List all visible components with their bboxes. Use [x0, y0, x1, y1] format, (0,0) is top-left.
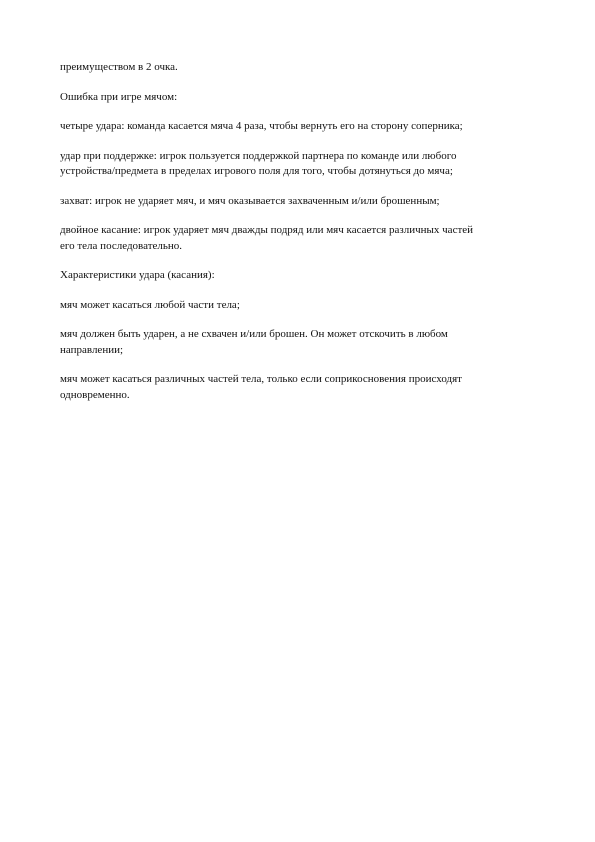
text-line: двойное касание: игрок ударяет мяч дважды подряд или мяч касается различных частей — [60, 224, 474, 236]
text-line: направлении; — [60, 343, 124, 356]
paragraph-advantage — [60, 60, 540, 76]
text-line: мяч может касаться различных частей тела, только если соприкосновения происходят — [60, 373, 462, 385]
text-line: мяч может касаться любой части тела; — [60, 298, 240, 311]
text-line: мяч должен быть ударен, а не схвачен и/или брошен. Он может отскочить в любом — [60, 328, 448, 340]
text-line: четыре удара: команда касается мяча 4 раза, чтобы вернуть его на сторону соперника; — [60, 120, 463, 132]
text-line: его тела последовательно. — [60, 239, 183, 252]
paragraph-assisted-hit — [60, 149, 540, 180]
heading-hit-characteristics — [60, 268, 540, 284]
text-line: Характеристики удара (касания): — [60, 269, 215, 281]
heading-ball-errors — [60, 90, 540, 106]
paragraph-catch — [60, 194, 540, 210]
text-line: одновременно. — [60, 388, 130, 401]
document-body — [60, 60, 540, 417]
paragraph-four-hits — [60, 119, 540, 135]
paragraph-simultaneous-contact — [60, 372, 540, 403]
text-line: Ошибка при игре мячом: — [60, 90, 178, 103]
paragraph-double-contact — [60, 223, 540, 254]
text-line: удар при поддержке: игрок пользуется поддержкой партнера по команде или любого — [60, 149, 457, 162]
text-line: устройства/предмета в пределах игрового поля для того, чтобы дотянуться до мяча; — [60, 165, 453, 177]
paragraph-any-body-part — [60, 298, 540, 314]
text-line: захват: игрок не ударяет мяч, и мяч оказывается захваченным и/или брошенным; — [60, 194, 440, 207]
text-line: преимуществом в 2 очка. — [60, 61, 178, 73]
paragraph-must-be-hit — [60, 327, 540, 358]
